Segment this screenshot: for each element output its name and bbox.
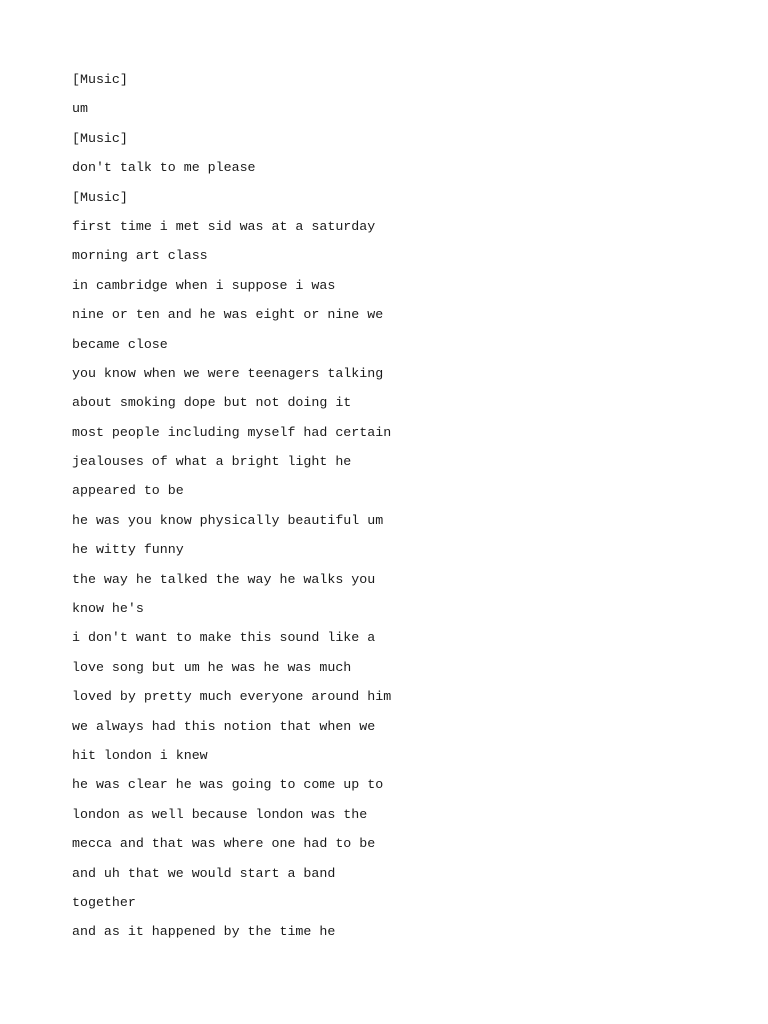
transcript-line: nine or ten and he was eight or nine we [72, 307, 384, 323]
transcript-line: he witty funny [72, 542, 184, 558]
transcript-line: in cambridge when i suppose i was [72, 277, 336, 293]
transcript-line: first time i met sid was at a saturday [72, 218, 376, 234]
transcript-line: he was clear he was going to come up to [72, 777, 384, 793]
transcript-line: most people including myself had certain [72, 424, 392, 440]
transcript-line: [Music] [72, 189, 128, 205]
transcript-line: he was you know physically beautiful um [72, 512, 384, 528]
transcript-text [72, 70, 712, 952]
transcript-line: hit london i knew [72, 747, 208, 763]
transcript-line: loved by pretty much everyone around him [72, 689, 392, 705]
transcript-line: jealouses of what a bright light he [72, 454, 352, 470]
transcript-line: know he's [72, 601, 144, 617]
transcript-line: london as well because london was the [72, 806, 368, 822]
transcript-line: and as it happened by the time he [72, 924, 336, 940]
transcript-line: you know when we were teenagers talking [72, 365, 384, 381]
transcript-line: and uh that we would start a band [72, 865, 336, 881]
transcript-line: [Music] [72, 72, 128, 87]
transcript-line: morning art class [72, 248, 208, 264]
transcript-line: about smoking dope but not doing it [72, 395, 352, 411]
transcript-line: appeared to be [72, 483, 184, 499]
transcript-line: together [72, 894, 136, 910]
transcript-line: [Music] [72, 130, 128, 146]
transcript-line: um [72, 101, 88, 117]
transcript-line: love song but um he was he was much [72, 659, 352, 675]
transcript-line: the way he talked the way he walks you [72, 571, 376, 587]
transcript-line: became close [72, 336, 168, 352]
transcript-line: i don't want to make this sound like a [72, 630, 376, 646]
transcript-line: mecca and that was where one had to be [72, 836, 376, 852]
transcript-line: don't talk to me please [72, 160, 256, 176]
transcript-line: we always had this notion that when we [72, 718, 376, 734]
